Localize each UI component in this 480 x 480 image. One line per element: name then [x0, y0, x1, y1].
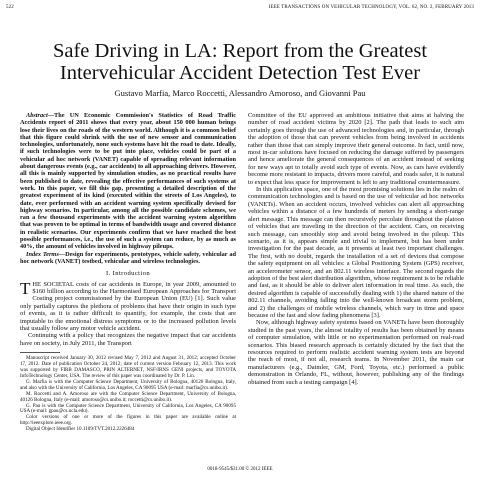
section-heading: I. Introduction [105, 270, 151, 278]
author-list: Gustavo Marfia, Marco Roccetti, Alessandro Amoroso, and Giovanni Pau [114, 88, 366, 98]
left-column [20, 112, 236, 433]
intro-first-word: HE SOCIETAL [32, 280, 74, 288]
abstract-lead: Abstract [26, 112, 48, 119]
footnote-rule [20, 352, 60, 353]
footnote-color-versions: Color versions of one or more of the figures in this paper are available online at http://ieeexplore.ieee.org. [20, 414, 236, 427]
page-number: 522 [6, 5, 14, 10]
intro-paragraph-2: Continuing with a policy that recognizes the negative impact that car accidents have on society, in July 2011, the Transport [20, 332, 236, 347]
journal-name: IEEE TRANSACTIONS ON VEHICULAR TECHNOLOGY, VOL. 62, NO. 2, FEBRUARY 2013 [268, 5, 474, 10]
footnote-affiliation-roccetti-amoroso: M. Roccetti and A. Amoroso are with the Computer Science Department, University of Bologna, 40126 Bologna, Italy (e-mail: amoroso@cs.unibo.it; roccetti@cs.unibo.it). [20, 390, 236, 403]
index-terms-lead: Index Terms [26, 250, 59, 258]
footnote-affiliation-marfia: G. Marfia is with the Computer Science Department, University of Bologna, 40126 Bologna, Italy, and also with the University of California, Los Angeles, CA 90095 USA (e-mail: marfia@cs.unibo.it). [20, 378, 236, 391]
body-paragraph-2: In this application space, one of the most promising solutions lies in the realm of communication technologies and is based on the use of vehicular ad hoc networks (VANETs). When an accident occurs, involved vehicles can alert all approaching vehicles within a distance of a few hundreds of meters by sending a short-range alert message. This message can then recursively percolate throughout the platoon of vehicles that are traveling in the direction of the accident. Cars, on receiving such message, can smoothly stop and avoid being involved in the pileup. This scenario, as it is, appears simple and trivial to implement, but has been under investigation for the past decade, as it presents at least two important challenges. The first, with no doubt, regards the installation of a set of devices that compose the safety equipment on all vehicles: a Global Positioning System (GPS) receiver, an accelerometer sensor, and an 802.11 wireless interface. The second regards the adoption of the best alert distribution algorithm, whose requirement is to be reliable and fast, as it should be able to deliver alert information in real time. As such, the desired algorithm is capable of successfully dealing with 1) the shared nature of the 802.11 channels, avoiding falling into the well-known broadcast storm problem, and 2) the challenges of mobile wireless channels, which vary in time and space because of the fast and slow fading phenomena [3]. [248, 186, 464, 319]
body-paragraph-3: Now, although highway safety systems based on VANETs have been thoroughly studied in the past years, the almost totality of results has been obtained by means of computer simulation, with little or no experimentation performed on real-road scenarios. This biased research approach is certainly dictated by the fact that the resources required to perform realistic accident warning system tests are beyond the reach of most, if not all, research teams. In November 2011, the main car manufacturers (e.g., Daimler, GM, Ford, Toyota, etc.) performed a public demonstration in Orlando, FL, without, however, publishing any of the findings obtained from such a testing campaign [4]. [248, 319, 464, 386]
abstract-text: —The UN Economic Commission's Statistics of Road Traffic Accidents report of 2011 shows that every year, about 150 000 human beings lose their lives on the roads of the western world. Although it is a common belief that this figure could shrink with the use of new sensor and communication technologies, unfortunately, none such systems have hit the road to date. Ideally, if such technologies were to be put into place, vehicles could be part of a vehicular ad hoc network (VANET) capable of spreading relevant information about dangerous events (e.g., car accidents) to all approaching drivers. However, all this is mainly supported by simulation studies, as no practical results have been published to date, revealing the effective performances of such systems at work. In this paper, we fill this gap, presenting a detailed description of the greatest experiment of its kind (executed within the streets of Los Angeles), to date, ever performed with an accident warning system specifically devised for highway scenarios. In particular, among all the possible candidate schemes, we ran a few thousand experiments with the accident warning system algorithm that was proven to be optimal in terms of bandwidth usage and covered distance in realistic scenarios. Our experiments confirm that we have reached the best possible performances, i.e., the use of such a system can reduce, by as much as 40%, the amount of vehicles involved in highway pileups. [20, 112, 236, 251]
right-column [248, 112, 464, 386]
drop-cap: T [20, 278, 31, 298]
paper-title: Safe Driving in LA: Report from the Greatest Intervehicular Accident Detection Test Ever [52, 40, 428, 84]
intro-paragraph-1-text: costs of car accidents in Europe, in year 2009, amounted to $160 billion according to the Harmonised European Approaches for Transport Costing project commissioned by the European Union (EU) [1]. Such value only partially captures the plethora of problems that have their origin in such type of events, as it is rather difficult to quantify, for example, the costs that are imputable to the emotional distress symptoms or to the increased pollution levels that usually follow any motor vehicle accident. [20, 280, 236, 333]
index-terms [20, 251, 236, 266]
body-paragraph-1: Committee of the EU approved an ambitious initiative that aims at halving the number of road accident victims by 2020 [2]. The path that leads to such aim certainly goes through the use of advanced technologies and, in particular, through the adoption of those that can prevent vehicles from being involved in accidents rather than those that can simply improve their general outcome. In fact, until now, most in-car solutions have focused on reducing the damage suffered by passengers and hence ameliorate the general consequences of an accident instead of seeking for new ways apt to totally avoid such type of events. Now, as cars have evidently become more resistant to impacts, drivers more careful, and roads safer, it is natural to expect that less space for improvement is left to any traditional countermeasure. [248, 112, 464, 186]
index-terms-text: —Design for experiments, prototypes, vehicle safety, vehicular ad hoc network (VANET) testbed, vehicular and wireless technologies. [20, 250, 236, 265]
copyright-footer: 0018-9545/$31.00 © 2012 IEEE [207, 467, 273, 472]
footnote-doi: Digital Object Identifier 10.1109/TVT.2012.2226484 [26, 426, 135, 433]
footnote-affiliation-pau: G. Pau is with the Computer Science Department, University of California, Los Angeles, CA 90095 USA (e-mail: gpau@cs.ucla.edu). [20, 402, 236, 415]
abstract [20, 112, 236, 251]
footnote-manuscript: Manuscript received January 30, 2012 revised May 7, 2012 and August 31, 2012; accepted October 17, 2012. Date of publication October 24, 2012; date of current version February 12, 2013. This work was supported by FIRB DAMASCO, PRIN ALTERNET, NSF/IRNS GENI projects, and TOYOTA InfoTechnology Center, USA. The review of this paper was coordinated by Dr. P. Lin. [20, 355, 236, 380]
intro-paragraph-1 [20, 278, 236, 333]
